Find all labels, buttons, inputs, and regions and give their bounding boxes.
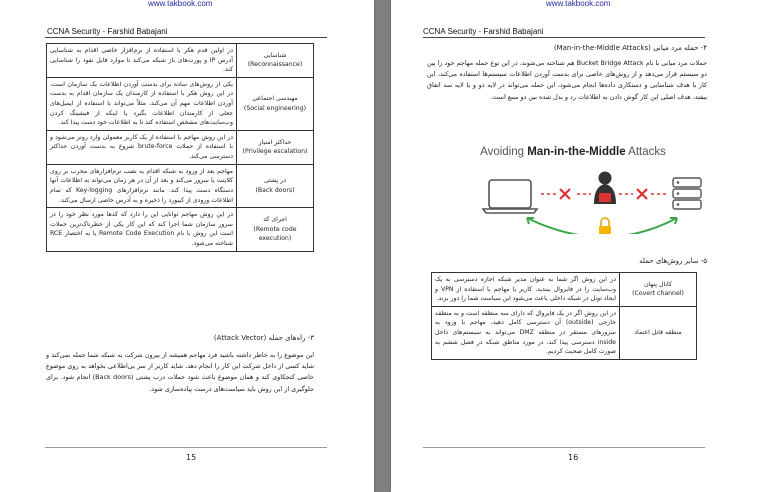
laptop-icon xyxy=(483,180,537,213)
table-row xyxy=(47,164,314,207)
description-cell: در اولین قدم هکر با استفاده از نرم‌افزار خاصی اقدام به شناسایی آدرس IP و پورت‌های باز شبکه می‌کند تا موارد قابل نفوذ را شناسایی کند. xyxy=(47,44,237,78)
description-cell: در این روش مهاجم توانایی این را دارد که کدها مورد نظر خود را در سرور سازمان شما اجرا کند که این کار یکی از خطرناک‌ترین حملات است این روش با نام Remote Code Execution یا به اختصار RCE شناخته می‌شود. xyxy=(47,208,237,251)
site-url[interactable]: www.takbook.com xyxy=(148,0,213,8)
page-header: CCNA Security - Farshid Babajani xyxy=(423,27,544,36)
term-cell: در پشتی (Back doors) xyxy=(237,164,314,207)
header-divider xyxy=(423,37,705,38)
table-row xyxy=(432,273,697,307)
site-url[interactable]: www.takbook.com xyxy=(546,0,611,8)
footer-divider xyxy=(45,447,327,448)
term-cell: مهندسی اجتماعی (Social engineering) xyxy=(237,77,314,130)
term-cell: شناسایی (Reconnaissance) xyxy=(237,44,314,78)
table-row xyxy=(47,208,314,251)
page-number: 16 xyxy=(568,453,579,462)
description-cell: مهاجم بعد از ورود به شبکه اقدام به نصب نرم‌افزارهای مخرب بر روی کلاینت یا سرور می‌کند و بعد از آن در هر زمان می‌تواند به اطلاعات آنها دستگاه دست پیدا کند. مانند نرم‌افزارهای Key-logging که تمام اطلاعات ورودی از کیبورد را ذخیره و به آدرس خاصی ارسال می‌کند. xyxy=(47,164,237,207)
left-page xyxy=(0,0,374,492)
server-icon xyxy=(673,178,701,209)
term-cell: اجرای کد (Remote code execution) xyxy=(237,208,314,251)
description-cell: در این روش اگر شما به عنوان مدیر شبکه اجازه دسترسی به یک وب‌سایت را در فایروال ببندید، کاربر یا مهاجم با استفاده از VPN و ایجاد تونل در شبکه داخلی باعث می‌شود این سیاست شما را دور بزند. xyxy=(432,273,620,307)
section-4-heading: ۴- حمله مرد میانی (Man-in-the-Middle Attacks) xyxy=(553,44,707,52)
description-cell: در این روش اگر در یک فایروال که دارای سه منطقه است و به منطقه خارجی (outside) آن دسترسی کامل دهید، مهاجم با ورود به سرورهای مستقر در منطقه DMZ می‌تواند به سیستم‌های داخل inside دسترسی پیدا کند، در مورد مناطق شبکه در فصل ششم به صورت کامل صحبت کردیم. xyxy=(432,306,620,359)
table-row xyxy=(47,77,314,130)
term-cell: حداکثر امتیاز (Privilege escalation) xyxy=(237,130,314,164)
right-page xyxy=(391,0,768,492)
section-5-heading: ۵- سایر روش‌های حمله xyxy=(639,257,707,265)
illustration-title: Avoiding Man-in-the-Middle Attacks xyxy=(480,146,666,158)
header-divider xyxy=(45,37,327,38)
other-attacks-table xyxy=(431,272,697,360)
x-mark-icon xyxy=(560,189,570,199)
description-cell: یکی از روش‌های ساده برای بدست آوردن اطلاعات یک سازمان است، در این روش هکر با استفاده از کارمندان یک سازمان اقدام به بدست آوردن اطلاعات مهم آن می‌کند، مثلاً می‌تواند با استفاده از ایمیل‌های جعلی از کارمندان اطلاعات بگیرد یا اینکه از فیشینگ کردن وب‌سایت‌های مشخص استفاده کند تا به اطلاعات خود دست پیدا کند. xyxy=(47,77,237,130)
section-3-paragraph: این موضوع را به خاطر داشته باشید فرد مهاجم همیشه از بیرون شرکت به شبکه شما حمله نمی‌کند و شاید کسی از داخل شرکت این کار را انجام دهد، شاید کاربر از سر بی‌اطلاعی بخواهد به روی موضوع خاصی کنجکاوی کند و همان موضوع باعث شود حملات درب پشتی (Back doors) انجام شود. برای جلوگیری از این روش باید سیاست‌های درست پیاده‌سازی شود. xyxy=(46,351,314,393)
page-header: CCNA Security - Farshid Babajani xyxy=(47,27,168,36)
description-cell: در این روش مهاجم با استفاده از یک کاربر معمولی وارد روتر می‌شود و با استفاده از حملات brute-force شروع به بدست آوردن حداکثر دسترسی می‌کند. xyxy=(47,130,237,164)
mitm-diagram xyxy=(437,138,709,234)
table-row xyxy=(47,130,314,164)
term-cell: کانال پنهان (Covert channel) xyxy=(620,273,697,307)
page-number: 15 xyxy=(186,453,197,462)
mitm-illustration xyxy=(437,138,709,234)
footer-divider xyxy=(423,447,705,448)
section-4-paragraph: حملات مرد میانی با نام Bucket Bridge Attack هم شناخته می‌شوند، در این نوع حمله مهاجم خود را بین دو سیستم قرار می‌دهد و از روش‌های خاصی برای بدست آوردن اطلاعات سیستم‌ها استفاده می‌کند، این کار با هدف شناسایی و دستکاری داده‌ها انجام می‌شود، این حمله می‌تواند در لایه دو و یا لایه سه اتفاق بیفتد، هدف اصلی این کار گوش دادن به اطلاعات رد و بدل شده بین دو منبع است. xyxy=(427,59,707,101)
hacker-icon xyxy=(594,172,616,205)
term-cell: منطقه قابل اعتماد xyxy=(620,306,697,359)
section-3-heading: ۳- راه‌های حمله (Attack Vector) xyxy=(213,334,314,342)
table-row xyxy=(47,44,314,78)
attack-methods-table xyxy=(46,43,314,252)
table-row xyxy=(432,306,697,359)
x-mark-icon xyxy=(637,189,647,199)
lock-icon xyxy=(599,218,611,234)
